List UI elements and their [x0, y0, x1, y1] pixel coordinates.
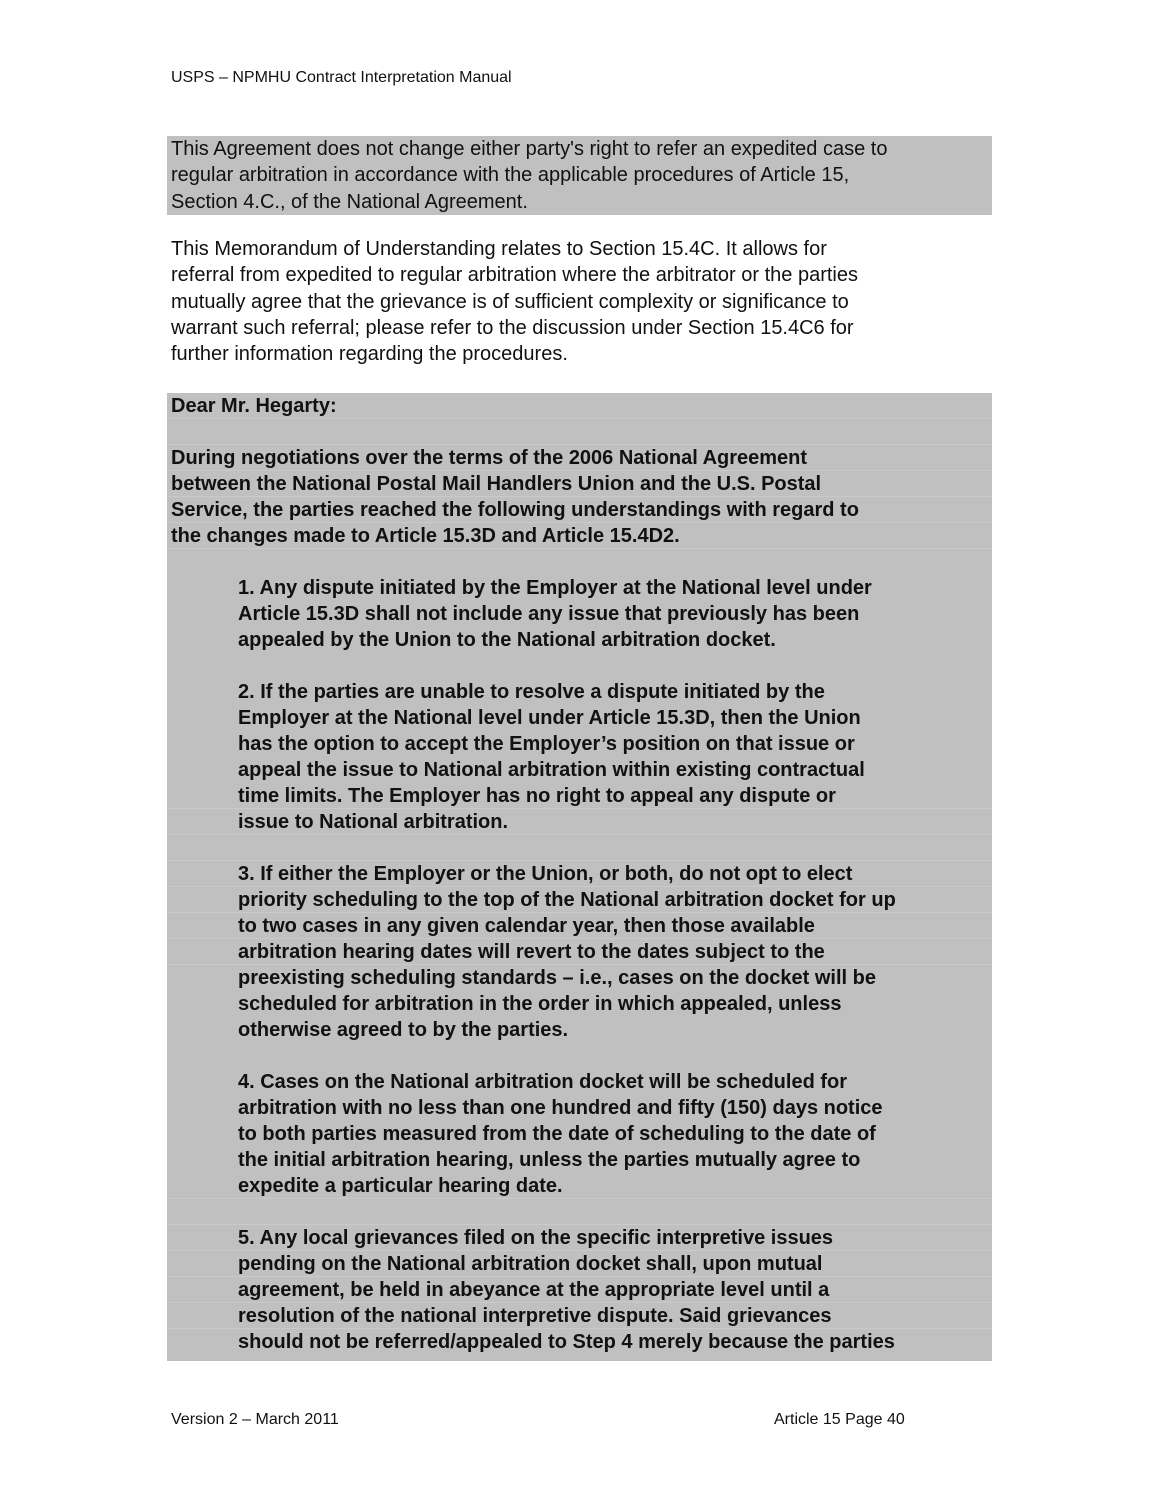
item-2-line: time limits. The Employer has no right to appeal any dispute or — [167, 783, 992, 809]
item-1-line: Article 15.3D shall not include any issue that previously has been — [238, 603, 860, 625]
item-2-line: has the option to accept the Employer’s position on that issue or — [238, 733, 855, 755]
blank-line — [167, 1199, 992, 1225]
item-3-line: arbitration hearing dates will revert to the dates subject to the — [167, 939, 992, 965]
letter-intro-line: During negotiations over the terms of the 2006 National Agreement — [167, 445, 992, 471]
commentary-line: mutually agree that the grievance is of sufficient complexity or significance to — [171, 290, 849, 313]
letter-intro-line: Service, the parties reached the following understandings with regard to — [167, 497, 992, 523]
blank-line — [167, 419, 992, 445]
item-3-line: 3. If either the Employer or the Union, or both, do not opt to elect — [167, 861, 992, 887]
item-5-line: agreement, be held in abeyance at the appropriate level until a — [167, 1277, 992, 1303]
item-2-line: 2. If the parties are unable to resolve a dispute initiated by the — [238, 681, 825, 703]
item-4-line: the initial arbitration hearing, unless the parties mutually agree to — [238, 1149, 861, 1171]
running-header: USPS – NPMHU Contract Interpretation Manual — [171, 69, 512, 86]
item-2-line: appeal the issue to National arbitration within existing contractual — [238, 759, 865, 781]
commentary-line: warrant such referral; please refer to the discussion under Section 15.4C6 for — [171, 316, 854, 339]
item-1-line: 1. Any dispute initiated by the Employer at the National level under — [238, 577, 872, 599]
agreement-note-line: regular arbitration in accordance with the applicable procedures of Article 15, — [171, 164, 850, 187]
item-1-line: appealed by the Union to the National arbitration docket. — [238, 629, 776, 651]
item-4-line: to both parties measured from the date of scheduling to the date of — [238, 1123, 876, 1145]
item-3-line: otherwise agreed to by the parties. — [238, 1019, 569, 1041]
blank-line — [167, 1043, 992, 1069]
footer-page-number: Article 15 Page 40 — [774, 1411, 905, 1428]
blank-line — [167, 549, 992, 575]
agreement-note-highlight — [167, 136, 992, 215]
letter-salutation: Dear Mr. Hegarty: — [167, 393, 992, 419]
blank-line — [167, 653, 992, 679]
item-3-line: scheduled for arbitration in the order in which appealed, unless — [238, 993, 842, 1015]
item-3-line: to two cases in any given calendar year, then those available — [167, 913, 992, 939]
agreement-note-line: This Agreement does not change either party's right to refer an expedited case to — [171, 138, 888, 160]
letter-intro-line: the changes made to Article 15.3D and Article 15.4D2. — [167, 523, 992, 549]
item-5-line: should not be referred/appealed to Step 4 merely because the parties — [238, 1331, 895, 1353]
commentary-line: referral from expedited to regular arbitration where the arbitrator or the parties — [171, 264, 859, 287]
item-4-line: expedite a particular hearing date. — [167, 1173, 992, 1199]
item-2-line: issue to National arbitration. — [167, 809, 992, 835]
item-5-line: resolution of the national interpretive dispute. Said grievances — [167, 1303, 992, 1329]
letter-highlight — [167, 393, 992, 1361]
item-5-line: 5. Any local grievances filed on the specific interpretive issues — [167, 1225, 992, 1251]
item-4-line: arbitration with no less than one hundred and fifty (150) days notice — [238, 1097, 883, 1119]
item-5-line: pending on the National arbitration docket shall, upon mutual — [167, 1251, 992, 1277]
agreement-note-line: Section 4.C., of the National Agreement. — [171, 190, 528, 213]
footer-version: Version 2 – March 2011 — [171, 1411, 339, 1428]
commentary-line: further information regarding the procedures. — [171, 343, 568, 366]
item-3-line: priority scheduling to the top of the National arbitration docket for up — [167, 887, 992, 913]
letter-intro-line: between the National Postal Mail Handlers Union and the U.S. Postal — [167, 471, 992, 497]
item-3-line: preexisting scheduling standards – i.e., cases on the docket will be — [238, 967, 876, 989]
commentary-paragraph — [171, 236, 991, 367]
commentary-line: This Memorandum of Understanding relates to Section 15.4C. It allows for — [171, 238, 827, 260]
blank-line — [167, 835, 992, 861]
item-2-line: Employer at the National level under Article 15.3D, then the Union — [238, 707, 861, 729]
item-4-line: 4. Cases on the National arbitration docket will be scheduled for — [238, 1071, 848, 1093]
